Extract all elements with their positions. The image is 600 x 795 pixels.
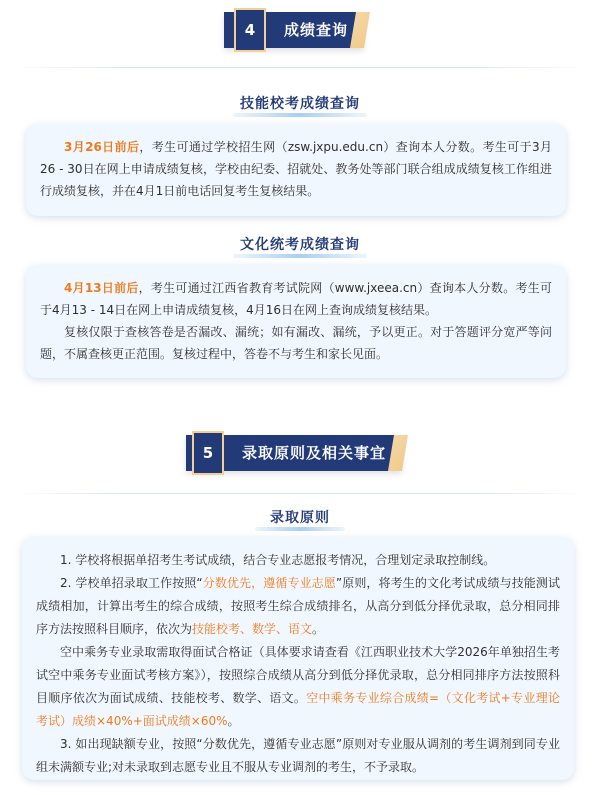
skill-result-card	[26, 124, 566, 216]
divider	[14, 67, 586, 68]
principle-flight-attendant: 空中乘务专业录取需取得面试合格证（具体要求请查看《江西职业技术大学2026年单独招生考试空中乘务专业面试考核方案》），按照综合成绩从高分到低分择优录取，总分相同排序方法按照科目顺序依次为面试成绩、技能校考、数学、语文。空中乘务专业综合成绩=（文化考试+专业理论考试）成绩×40%+面试成绩×60%。	[36, 645, 560, 728]
divider	[14, 493, 586, 494]
skill-result-text: 3月26日前后，考生可通过学校招生网（zsw.jxpu.edu.cn）查询本人分数。考生可于3月26 - 30日在网上申请成绩复核，学校由纪委、招就处、教务处等部门联合组成成绩复核工作组进行成绩复核，并在4月1日前电话回复考生复核结果。	[40, 140, 552, 198]
admission-principle-title: 录取原则	[270, 510, 330, 526]
subtitle-underline	[233, 113, 367, 117]
admission-principle-card	[22, 537, 574, 780]
section-4-title: 成绩查询	[284, 21, 349, 39]
culture-review-text: 复核仅限于查核答卷是否漏改、漏统；如有漏改、漏统，予以更正。对于答题评分宽严等问题，不属查核更正范围。复核过程中，答卷不与考生和家长见面。	[40, 325, 552, 361]
section-5-header	[186, 435, 402, 471]
section-5-number: 5	[192, 431, 224, 475]
skill-result-date: 3月26日前后	[64, 140, 140, 154]
subtitle-underline	[233, 254, 367, 258]
principle-item-1: 1. 学校将根据单招考生考试成绩，结合专业志愿报考情况，合理划定录取控制线。	[60, 553, 496, 567]
section-4-number: 4	[234, 8, 266, 52]
header-decoration	[350, 12, 370, 48]
section-5-title: 录取原则及相关事宜	[242, 444, 387, 462]
subtitle-underline	[255, 527, 345, 531]
culture-result-title: 文化统考成绩查询	[240, 237, 360, 253]
header-decoration	[388, 435, 408, 471]
culture-result-date: 4月13日前后	[64, 281, 139, 295]
culture-result-text: 4月13日前后，考生可通过江西省教育考试院网（www.jxeea.cn）查询本人分数。考生可于4月13 - 14日在网上申请成绩复核，4月16日在网上查询成绩复核结果。	[40, 281, 552, 317]
culture-result-card	[26, 265, 566, 378]
principle-item-3: 3. 如出现缺额专业，按照“分数优先，遵循专业志愿”原则对专业服从调剂的考生调剂到同专业组未满额专业;对未录取到志愿专业且不服从专业调剂的考生，不予录取。	[36, 737, 560, 774]
principle-item-2: 2. 学校单招录取工作按照“分数优先，遵循专业志愿”原则，将考生的文化考试成绩与技能测试成绩相加，计算出考生的综合成绩，按照考生综合成绩排名，从高分到低分择优录取，总分相同排序方法按照科目顺序，依次为技能校考、数学、语文。	[36, 576, 561, 636]
section-4-header	[224, 12, 364, 48]
skill-result-title: 技能校考成绩查询	[240, 96, 360, 112]
